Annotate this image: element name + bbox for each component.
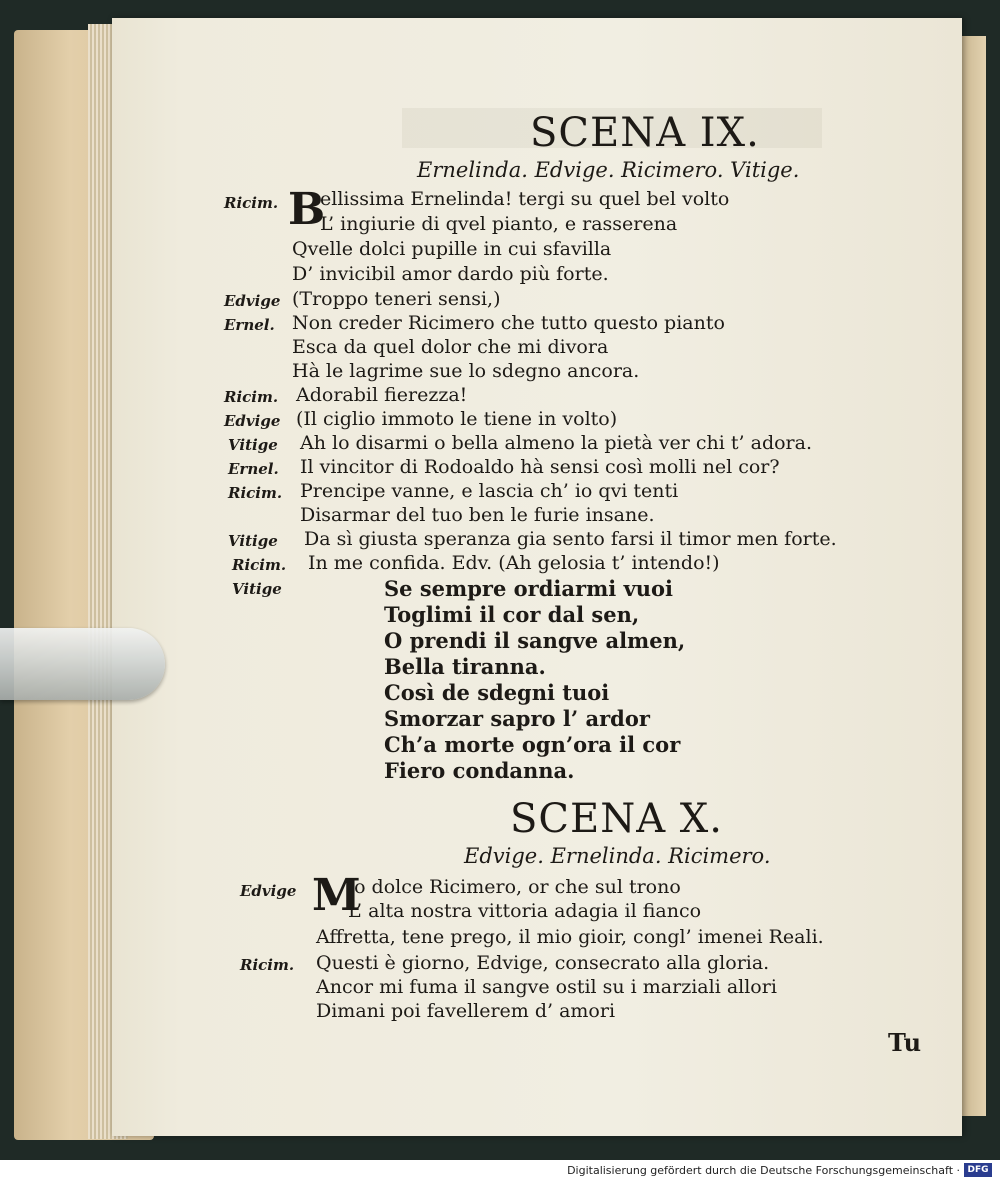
verse-line: Dimani poi favellerem d’ amori	[316, 1000, 616, 1022]
verse-line: D’ invicibil amor dardo più forte.	[292, 263, 609, 285]
verse-line: Questi è giorno, Edvige, consecrato alla gloria.	[316, 952, 770, 974]
speaker-label: Vitige	[228, 436, 278, 454]
speaker-label: Vitige	[232, 580, 282, 598]
speaker-label: Ricim.	[224, 194, 279, 212]
verse-line: Esca da quel dolor che mi divora	[292, 336, 609, 358]
verse-line: Il vincitor di Rodoaldo hà sensi così molli nel cor?	[300, 456, 780, 478]
verse-line: Qvelle dolci pupille in cui sfavilla	[292, 238, 612, 260]
verse-line: Prencipe vanne, e lascia ch’ io qvi tenti	[300, 480, 679, 502]
verse-line: ellissima Ernelinda! tergi su quel bel volto	[320, 188, 730, 210]
speaker-label: Ricim.	[228, 484, 283, 502]
speaker-label: Edvige	[240, 882, 297, 900]
verse-line: io dolce Ricimero, or che sul trono	[348, 876, 681, 898]
verse-line: Disarmar del tuo ben le furie insane.	[300, 504, 655, 526]
verse-line: Ah lo disarmi o bella almeno la pietà ver chi t’ adora.	[300, 432, 812, 454]
page-clip-holder	[0, 628, 165, 700]
aria-line: Fiero condanna.	[384, 758, 575, 783]
verse-line: Adorabil fierezza!	[296, 384, 468, 406]
catchword: Tu	[888, 1028, 922, 1057]
dropcap: B	[288, 184, 326, 235]
book-page	[112, 18, 962, 1136]
verse-line: L’ ingiurie di qvel pianto, e rasserena	[320, 213, 678, 235]
dfg-logo-icon: DFG	[964, 1163, 992, 1177]
scene-9-title: SCENA IX.	[530, 110, 760, 156]
aria-line: Bella tiranna.	[384, 654, 546, 679]
verse-line: L’ alta nostra vittoria adagia il fianco	[348, 900, 702, 922]
scene-9-cast: Ernelinda. Edvige. Ricimero. Vitige.	[417, 158, 800, 182]
speaker-label: Ricim.	[232, 556, 287, 574]
aria-line: Ch’a morte ogn’ora il cor	[384, 732, 681, 757]
speaker-label: Edvige	[224, 292, 281, 310]
verse-line: Affretta, tene prego, il mio gioir, congl’ imenei Reali.	[316, 926, 824, 948]
page-right-edge	[960, 36, 986, 1116]
verse-line: Non creder Ricimero che tutto questo pianto	[292, 312, 725, 334]
verse-line: In me confida. Edv. (Ah gelosia t’ intendo!)	[308, 552, 720, 574]
verse-line: Da sì giusta speranza gia sento farsi il timor men forte.	[304, 528, 837, 550]
aria-line: Così de sdegni tuoi	[384, 680, 610, 705]
dropcap: M	[312, 870, 361, 921]
aria-line: O prendi il sangve almen,	[384, 628, 686, 653]
speaker-label: Ernel.	[228, 460, 279, 478]
aria-line: Smorzar sapro l’ ardor	[384, 706, 650, 731]
speaker-label: Ricim.	[240, 956, 295, 974]
scene-10-cast: Edvige. Ernelinda. Ricimero.	[464, 844, 771, 868]
verse-line: (Il ciglio immoto le tiene in volto)	[296, 408, 618, 430]
scene-10-title: SCENA X.	[510, 796, 723, 842]
speaker-label: Vitige	[228, 532, 278, 550]
footer-bar	[0, 1160, 1000, 1181]
speaker-label: Edvige	[224, 412, 281, 430]
verse-line: (Troppo teneri sensi,)	[292, 288, 501, 310]
aria-line: Se sempre ordiarmi vuoi	[384, 576, 674, 601]
footer-credit: Digitalisierung gefördert durch die Deutsche Forschungsgemeinschaft ·	[567, 1164, 960, 1177]
verse-line: Hà le lagrime sue lo sdegno ancora.	[292, 360, 640, 382]
aria-line: Toglimi il cor dal sen,	[384, 602, 640, 627]
speaker-label: Ricim.	[224, 388, 279, 406]
speaker-label: Ernel.	[224, 316, 275, 334]
verse-line: Ancor mi fuma il sangve ostil su i marziali allori	[316, 976, 777, 998]
